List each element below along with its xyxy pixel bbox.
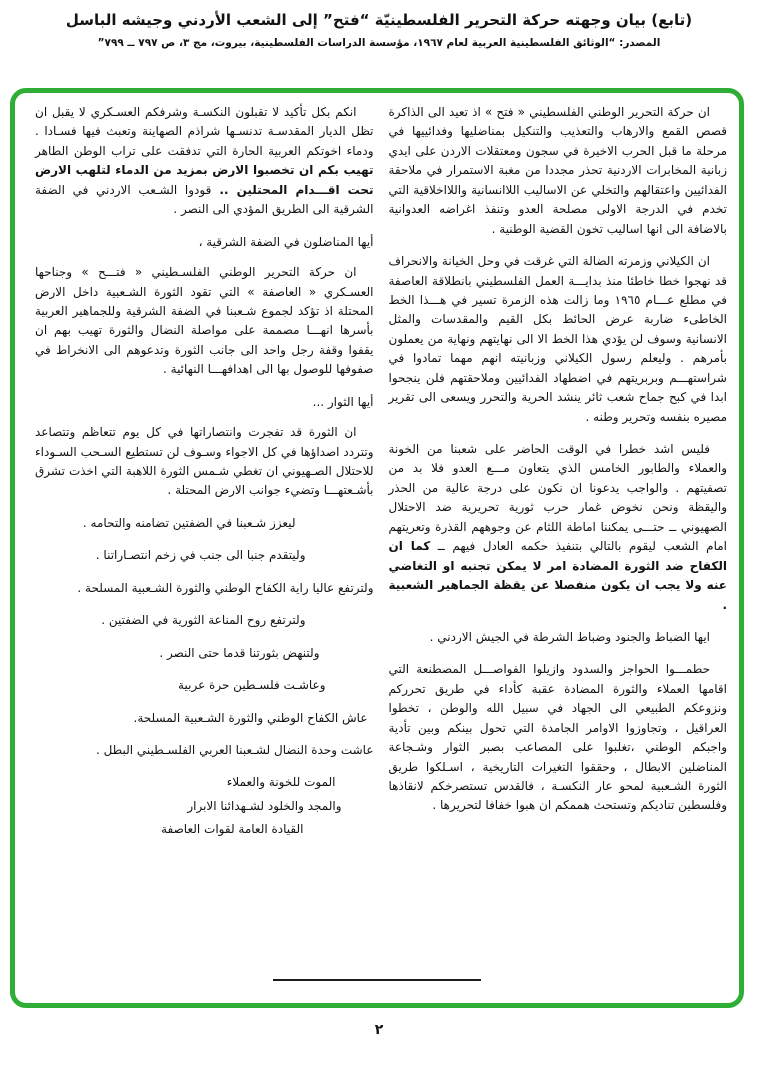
document-title: (تابع) بيان وجهته حركة التحرير الفلسطينيّة “فتح” إلى الشعب الأردني وجيشه الباسل: [65, 11, 693, 29]
slogan-line: وعاشـت فلسـطين حرة عربية: [178, 678, 326, 693]
slogan-line: وليتقدم جنبا الى جنب في زخم انتصـاراتنا .: [95, 548, 306, 563]
paragraph-text: فليس اشد خطرا في الوقت الحاضر على شعبنا من الخونة والعملاء والطابور الخامس الذي يتعاون مـــع العدو فلا بد من تصفيتهم . والواجب يدعونا ان نكون على درجة عالية من الحذر واليقظة ونحن نخوض غمار حرب ثورية تحريرية ضد الاحتلال الصهيوني ــ حتـــى يمكننا اماطة اللثام عن وجوههم القذرة وتعريتهم امام الشعب ليقوم بالتالي بتنفيذ حكمه العادل فيهم ــ: [388, 442, 727, 554]
slogan-line: ولترتفع روح المناعة الثورية في الضفتين .: [101, 613, 306, 628]
paragraph: [389, 440, 728, 615]
document-header: [0, 10, 758, 49]
slogan-line: الموت للخونة والعملاء: [226, 775, 336, 790]
paragraph: ان الكيلاني وزمرته الضالة التي غرقت في وحل الخيانة والانحراف قد نهجوا خطا خاطئا منذ بدايـــة العمل الفلسطيني بانطلاقة العاصفة في مطلع عـــام ١٩٦٥ وما زالت هذه الزمرة تسير في هـــذا الخط الخاطىء ضاربة عرض الحائط بكل القيم والمقدسات والمثل الانسانية وسوف لن يؤدي هذا الخط الا الى نهايتهم ونهاية من يعملون بأمرهم . وليعلم رسول الكيلاني وزبانيته انهم مهما تمادوا في شراستهـــم وبربريتهم في اضطهاد الفدائيين وملاحقتهم فلن ينجحوا ابدا في كبح جماح شعب ثائر ينشد الحرية والتحرر ويسعى الى تقرير مصيره بنفسه وتحرير وطنه .: [388, 254, 728, 424]
column-left: [35, 103, 374, 840]
paragraph: ان حركة التحرير الوطني الفلسـطيني « فتـــح » وجناحها العسـكري « العاصفة » التي تقود الثورة الشـعبية داخل الارض المحتلة اذ تؤكد لجموع شـعبنا في الضفة الشرقية وللجماهير العربية بأسرها انهـــا مصممة على مواصلة النضال والثورة تهيب بهم ان يقفوا وقفة رجل واحد الى جانب الثورة وتدعوهم الى الانخراط في صفوفها للوصول بها الى اهدافهـــا النهائية .: [35, 265, 374, 377]
paragraph: ان حركة التحرير الوطني الفلسطيني « فتح » اذ تعيد الى الذاكرة قصص القمع والارهاب والتعذيب والتنكيل بمناضليها وفدائييها في مرحلة ما قبل الحرب الاخيرة في سجون ومعتقلات الاردن على ايدي زبانية المخابرات الاردنية تحذر مجددا من مغبة الاستمرار في ملاحقة الفدائيين واعتقالهم والتخلي عن الاساليب اللاانسانية واللااخلاقية التي تخدم في الدرجة الاولى مصلحة العدو وتنفذ اغراضه العدوانية بالاضافة الى انها اساليب تخون القضية الوطنية .: [388, 105, 727, 236]
address-heading: أيها المناضلون في الضفة الشرقية ،: [198, 234, 374, 249]
signature-line: القيادة العامة لقوات العاصفة: [161, 822, 304, 837]
two-column-text: [35, 103, 727, 840]
page-number: ٢: [374, 1022, 384, 1038]
address-heading: أيها الثوار ...: [312, 394, 374, 409]
document-body-frame: [10, 88, 744, 1008]
paragraph: ان الثورة قد تفجرت وانتصاراتها في كل يوم تتعاظم وتتصاعد وتتردد اصداؤها في كل الاجواء وسـوف لن تستطيع السـحب السـوداء للاحتلال الصـهيوني ان تغطي شـمس الثورة اللاهبة التي اخذت تشرق بأشـعتهـــا وتضيء جوانب الارض المحتلة .: [35, 425, 374, 498]
paragraph: حطمـــوا الحواجز والسدود وازيلوا الفواصـــل المصطنعة التي اقامها العملاء والثورة المضادة عقبة كأداء في طريق تحرركم ونزوعكم الطبيعي الى الجهاد في سبيل الله والوطن ، تخطوا العراقيل ، وتجاوزوا الاوامر الجامدة التي تحول بينكم وبين تأدية واجبكم الوطني ،تغلبوا على المصاعب بصبر الثوار وشـجاعة المناضلين الابطال ، وحققوا التغيرات التاريخية ، اسـلكوا طريق الثورة الشـعبية لمحو عار النكسـة ، فالقدس تستصرخكم لانقاذها وفلسطين تناديكم وتستحث هممكم ان هبوا خفافا لتحريرها .: [388, 662, 727, 813]
slogan-line: عاش الكفاح الوطني والثورة الشـعبية المسلحة.: [133, 710, 368, 725]
paragraph: [35, 103, 374, 220]
column-right: [389, 103, 728, 840]
slogan-line: عاشت وحدة النضال لشـعبنا العربي الفلسـطيني البطل .: [95, 742, 374, 757]
source-citation: المصدر: “الوثائق الفلسطينية العربية لعام ١٩٦٧، مؤسسة الدراسات الفلسطينية، بيروت، مج ٣، ص ٧٩٧ ــ ٧٩٩”: [97, 37, 661, 49]
slogan-line: ليعزز شـعبنا في الضفتين تضامنه والتحامه .: [82, 515, 296, 530]
paragraph-text: انكم بكل تأكيد لا تقبلون النكسـة وشرفكم العسـكري لا يقبل ان تظل الديار المقدسـة تدنسـها شراذم الصهاينة وتعبث فيها فسـادا . ودماء اخوتكم العربية الحارة التي تدفقت على تراب الوطن الطاهر: [35, 105, 374, 158]
paragraph-text: قودوا الشـعب الاردني في الضفة الشرقية الى الطريق المؤدي الى النصر .: [35, 182, 374, 217]
slogan-line: ولترتفع عاليا راية الكفاح الوطني والثورة الشـعبية المسلحة .: [77, 580, 374, 595]
paragraph-text-bold: كما ان الكفاح ضد الثورة المضادة امر لا يمكن تجنبه او التغاضي عنه ولا يجب ان يكون منفصلا عن يقظة الجماهير الشعبية .: [388, 539, 727, 612]
paragraph: ايها الضباط والجنود وضباط الشرطة في الجيش الاردني .: [429, 629, 710, 644]
end-divider: [273, 979, 481, 981]
slogan-line: ولتنهض بثورتنا قدما حتى النصر .: [159, 645, 320, 660]
slogan-line: والمجد والخلود لشـهدائنا الابرار: [187, 798, 342, 813]
paragraph-text-bold: تهيب بكم ان تخصبوا الارض بمزيد من الدماء لتلهب الارض تحت اقـــدام المحتلين ..: [35, 163, 374, 197]
